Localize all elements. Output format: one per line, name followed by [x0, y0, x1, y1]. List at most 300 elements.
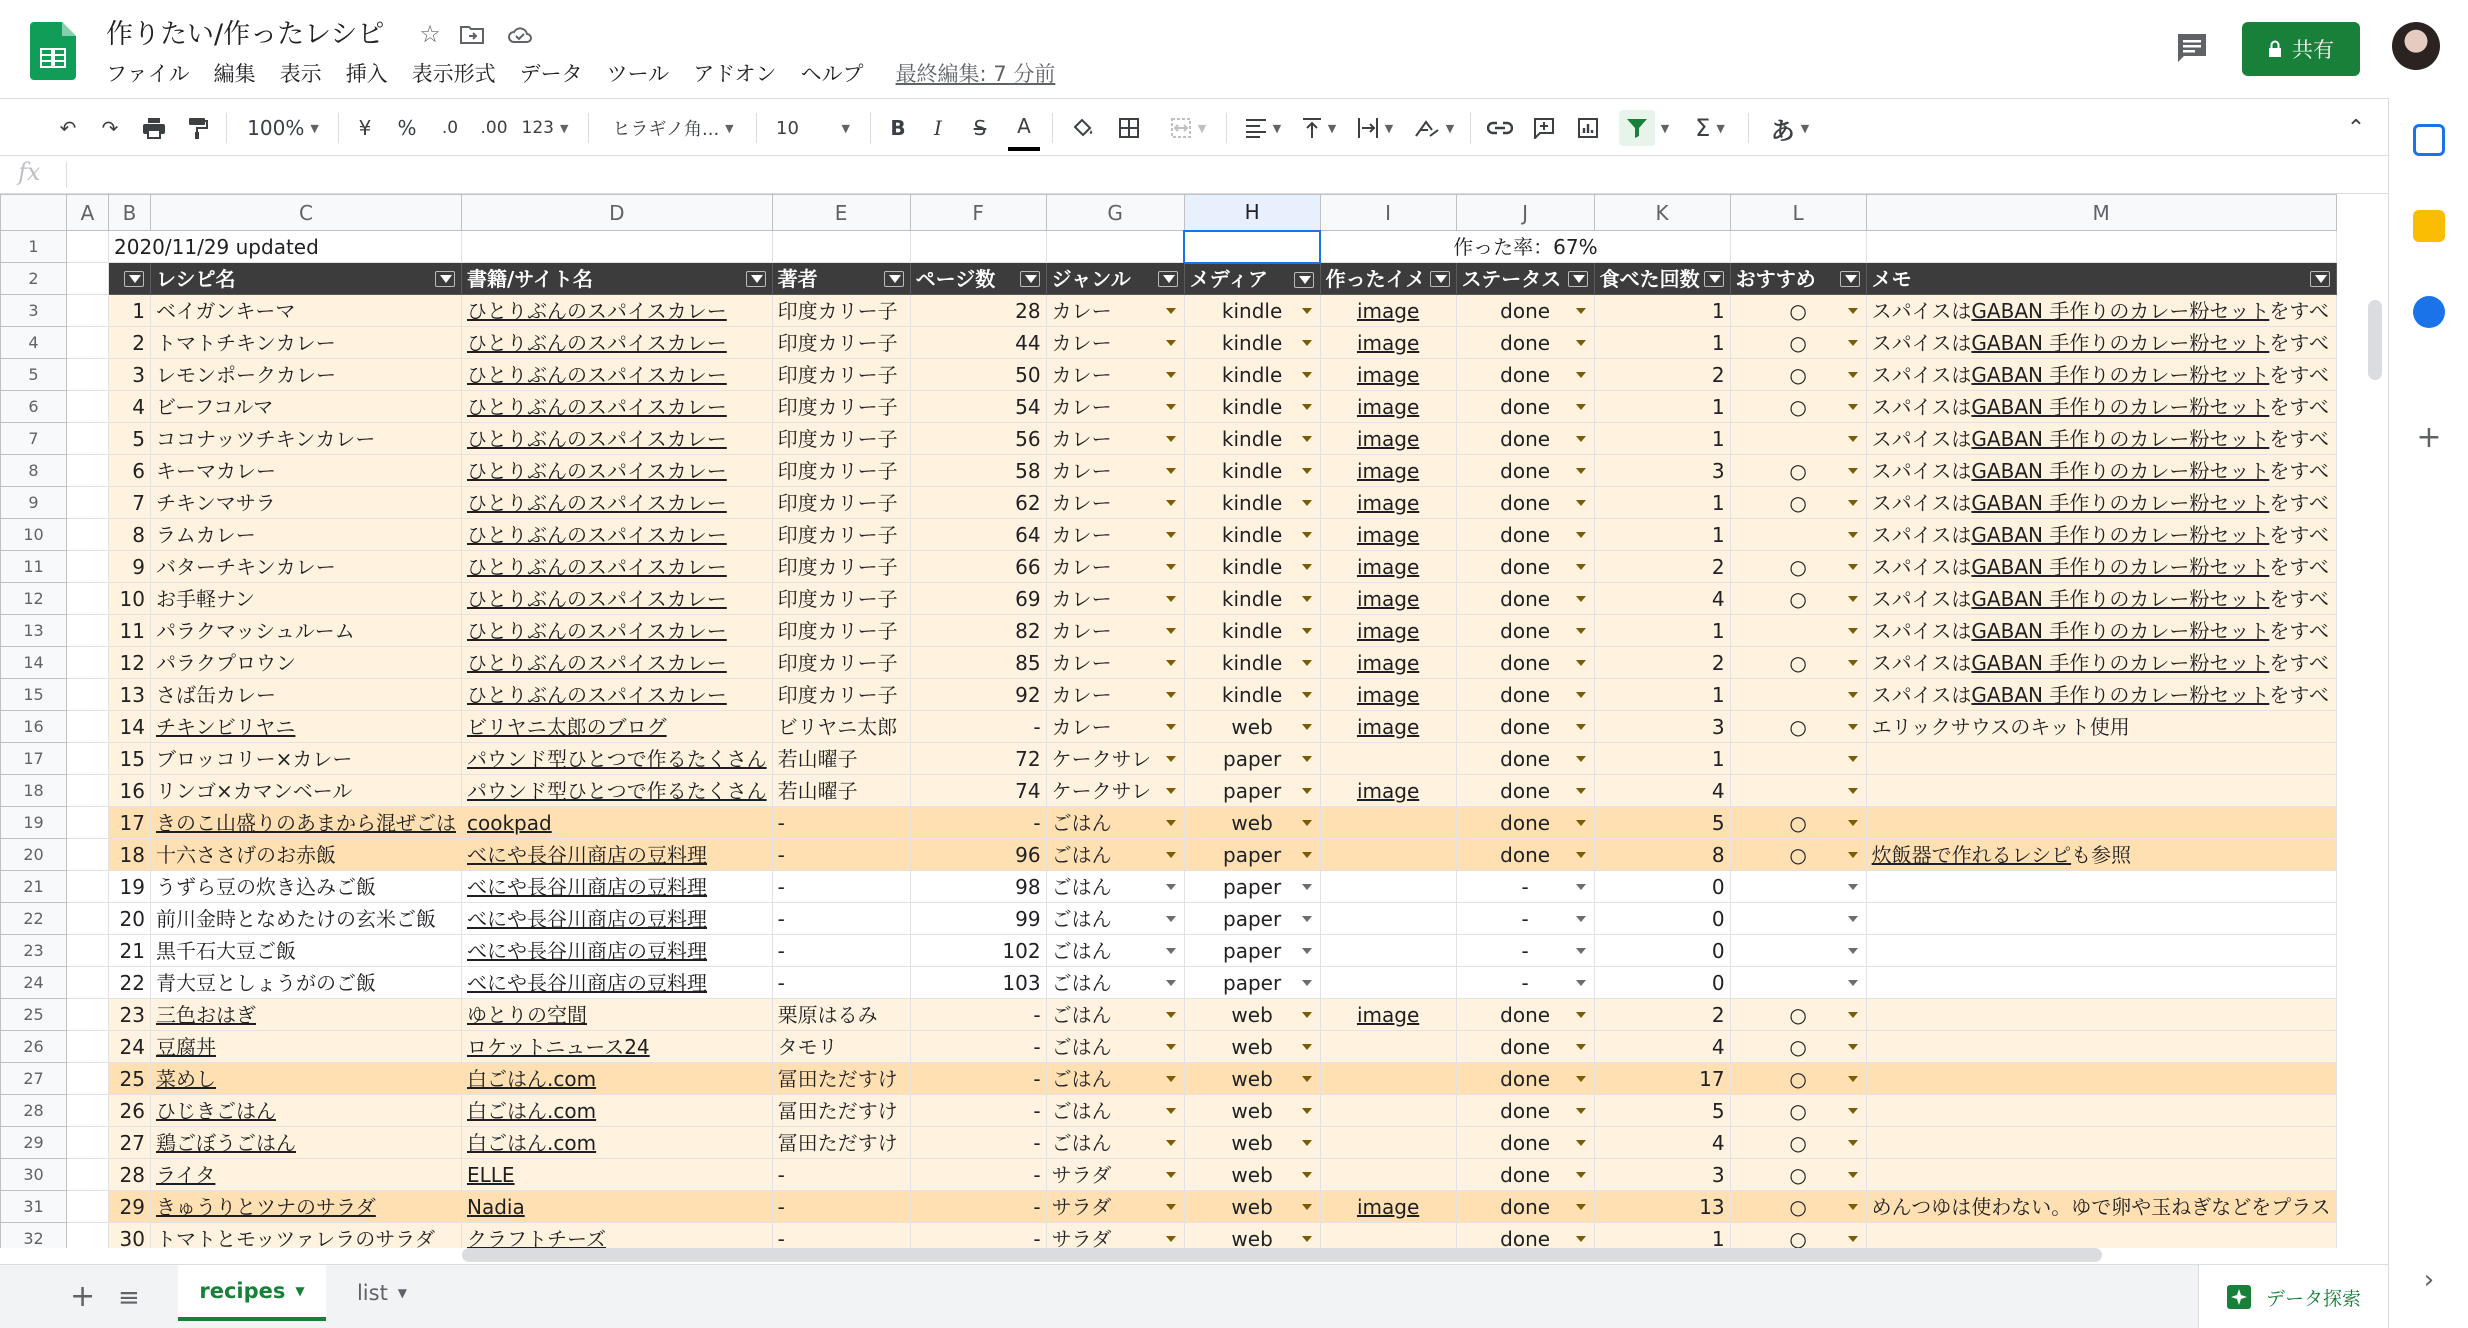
status-dropdown-cell[interactable]: done [1456, 1063, 1594, 1095]
recommend-dropdown-cell[interactable]: ○ [1730, 1127, 1866, 1159]
row-header[interactable]: 31 [1, 1191, 67, 1223]
media-dropdown-cell[interactable]: kindle [1184, 519, 1320, 551]
media-dropdown-cell[interactable]: web [1184, 1127, 1320, 1159]
memo-link[interactable]: GABAN 手作りのカレー粉セット [1971, 682, 2270, 707]
page-number-cell[interactable]: 72 [910, 743, 1046, 775]
row-header[interactable]: 9 [1, 487, 67, 519]
eaten-count-cell[interactable]: 5 [1594, 807, 1730, 839]
merge-cells-icon[interactable]: ▼ [1158, 99, 1218, 157]
author-cell[interactable]: - [772, 1159, 910, 1191]
status-dropdown-cell[interactable]: done [1456, 1095, 1594, 1127]
genre-dropdown-cell[interactable]: カレー [1046, 359, 1184, 391]
genre-dropdown-cell[interactable]: ごはん [1046, 1063, 1184, 1095]
image-link-cell[interactable] [1320, 935, 1456, 967]
keep-icon[interactable] [2413, 210, 2445, 242]
source-link-cell[interactable]: べにや長谷川商店の豆料理 [462, 839, 773, 871]
recipe-name-cell[interactable]: リンゴ×カマンベール [151, 775, 462, 807]
menu-tools[interactable]: ツール [606, 62, 670, 86]
filter-dropdown-icon[interactable] [1158, 271, 1178, 287]
image-link-cell[interactable]: image [1320, 1191, 1456, 1223]
column-title-cell[interactable] [462, 263, 773, 295]
document-title[interactable]: 作りたい/作ったレシピ [106, 19, 385, 50]
media-dropdown-cell[interactable]: kindle [1184, 423, 1320, 455]
formula-input[interactable] [80, 160, 2360, 190]
page-number-cell[interactable]: - [910, 1095, 1046, 1127]
author-cell[interactable]: 印度カリー子 [772, 679, 910, 711]
source-link-cell[interactable]: べにや長谷川商店の豆料理 [462, 935, 773, 967]
tab-recipes[interactable] [178, 1265, 326, 1321]
image-link-cell[interactable] [1320, 1223, 1456, 1249]
eaten-count-cell[interactable]: 0 [1594, 935, 1730, 967]
media-dropdown-cell[interactable]: paper [1184, 903, 1320, 935]
explore-button[interactable] [2198, 1265, 2388, 1328]
eaten-count-cell[interactable]: 1 [1594, 1223, 1730, 1249]
column-header-f[interactable]: F [910, 195, 1046, 231]
genre-dropdown-cell[interactable]: カレー [1046, 679, 1184, 711]
recipe-number-cell[interactable]: 25 [109, 1063, 151, 1095]
menu-format[interactable]: 表示形式 [411, 62, 496, 86]
status-dropdown-cell[interactable]: done [1456, 999, 1594, 1031]
recipe-name-cell[interactable]: トマトチキンカレー [151, 327, 462, 359]
last-edit-link[interactable]: 最終編集: 7 分前 [895, 62, 1056, 86]
cell[interactable] [67, 807, 109, 839]
filter-dropdown-icon[interactable] [435, 271, 455, 287]
page-number-cell[interactable]: 92 [910, 679, 1046, 711]
recipe-number-cell[interactable]: 15 [109, 743, 151, 775]
image-link-cell[interactable]: image [1320, 423, 1456, 455]
font-family-select[interactable]: ヒラギノ角... ▼ [600, 99, 746, 157]
genre-dropdown-cell[interactable]: カレー [1046, 327, 1184, 359]
source-link-cell[interactable]: パウンド型ひとつで作るたくさん [462, 775, 773, 807]
recipe-number-cell[interactable]: 2 [109, 327, 151, 359]
memo-link[interactable]: GABAN 手作りのカレー粉セット [1971, 490, 2270, 515]
column-header-c[interactable]: C [151, 195, 462, 231]
media-dropdown-cell[interactable]: paper [1184, 935, 1320, 967]
column-title-cell[interactable] [1866, 263, 2336, 295]
cell[interactable] [67, 999, 109, 1031]
source-link-cell[interactable]: ひとりぶんのスパイスカレー [462, 679, 773, 711]
recipe-number-cell[interactable]: 21 [109, 935, 151, 967]
genre-dropdown-cell[interactable]: ごはん [1046, 1127, 1184, 1159]
eaten-count-cell[interactable]: 0 [1594, 967, 1730, 999]
source-link-cell[interactable]: ひとりぶんのスパイスカレー [462, 519, 773, 551]
share-button[interactable] [2242, 22, 2360, 76]
cell[interactable] [67, 615, 109, 647]
row-header[interactable]: 22 [1, 903, 67, 935]
memo-cell[interactable] [1866, 807, 2336, 839]
eaten-count-cell[interactable]: 17 [1594, 1063, 1730, 1095]
page-number-cell[interactable]: - [910, 807, 1046, 839]
recipe-name-cell[interactable]: 菜めし [151, 1063, 462, 1095]
cell[interactable] [67, 1223, 109, 1249]
image-link-cell[interactable]: image [1320, 551, 1456, 583]
media-dropdown-cell[interactable]: paper [1184, 871, 1320, 903]
image-link-cell[interactable]: image [1320, 711, 1456, 743]
eaten-count-cell[interactable]: 2 [1594, 551, 1730, 583]
column-header-g[interactable]: G [1046, 195, 1184, 231]
cell[interactable] [67, 487, 109, 519]
image-link-cell[interactable] [1320, 807, 1456, 839]
row-header[interactable]: 4 [1, 327, 67, 359]
row-header[interactable]: 12 [1, 583, 67, 615]
page-number-cell[interactable]: - [910, 1223, 1046, 1249]
source-link-cell[interactable]: ゆとりの空間 [462, 999, 773, 1031]
recipe-name-cell[interactable]: うずら豆の炊き込みご飯 [151, 871, 462, 903]
page-number-cell[interactable]: 28 [910, 295, 1046, 327]
genre-dropdown-cell[interactable]: サラダ [1046, 1191, 1184, 1223]
increase-decimal-button[interactable]: .00 [480, 118, 508, 138]
author-cell[interactable]: 印度カリー子 [772, 391, 910, 423]
selected-cell[interactable] [1184, 231, 1320, 263]
recommend-dropdown-cell[interactable]: ○ [1730, 583, 1866, 615]
author-cell[interactable]: 印度カリー子 [772, 647, 910, 679]
column-title-cell[interactable] [1046, 263, 1184, 295]
recommend-dropdown-cell[interactable]: ○ [1730, 359, 1866, 391]
memo-cell[interactable] [1866, 551, 2336, 583]
page-number-cell[interactable]: - [910, 999, 1046, 1031]
recipe-name-cell[interactable]: ブロッコリー×カレー [151, 743, 462, 775]
image-link-cell[interactable] [1320, 903, 1456, 935]
recommend-dropdown-cell[interactable]: ○ [1730, 647, 1866, 679]
cell[interactable] [67, 967, 109, 999]
column-title-cell[interactable] [1730, 263, 1866, 295]
author-cell[interactable]: 印度カリー子 [772, 295, 910, 327]
eaten-count-cell[interactable]: 1 [1594, 615, 1730, 647]
media-dropdown-cell[interactable]: paper [1184, 743, 1320, 775]
recipe-name-cell[interactable]: チキンマサラ [151, 487, 462, 519]
status-dropdown-cell[interactable]: - [1456, 871, 1594, 903]
row-header[interactable]: 30 [1, 1159, 67, 1191]
author-cell[interactable]: - [772, 807, 910, 839]
media-dropdown-cell[interactable]: kindle [1184, 615, 1320, 647]
recipe-name-cell[interactable]: レモンポークカレー [151, 359, 462, 391]
image-link-cell[interactable]: image [1320, 615, 1456, 647]
status-dropdown-cell[interactable]: done [1456, 359, 1594, 391]
recipe-number-cell[interactable]: 27 [109, 1127, 151, 1159]
cell[interactable] [67, 775, 109, 807]
column-title-cell[interactable] [1594, 263, 1730, 295]
genre-dropdown-cell[interactable]: ごはん [1046, 1031, 1184, 1063]
recommend-dropdown-cell[interactable]: ○ [1730, 999, 1866, 1031]
status-dropdown-cell[interactable]: - [1456, 967, 1594, 999]
memo-cell[interactable] [1866, 775, 2336, 807]
image-link-cell[interactable] [1320, 871, 1456, 903]
genre-dropdown-cell[interactable]: ケークサレ [1046, 775, 1184, 807]
media-dropdown-cell[interactable]: kindle [1184, 391, 1320, 423]
eaten-count-cell[interactable]: 5 [1594, 1095, 1730, 1127]
filter-dropdown-icon[interactable] [1704, 271, 1724, 287]
recommend-dropdown-cell[interactable] [1730, 903, 1866, 935]
media-dropdown-cell[interactable]: kindle [1184, 647, 1320, 679]
author-cell[interactable]: 冨田ただすけ [772, 1127, 910, 1159]
recipe-name-cell[interactable]: バターチキンカレー [151, 551, 462, 583]
media-dropdown-cell[interactable]: kindle [1184, 455, 1320, 487]
column-header-e[interactable]: E [772, 195, 910, 231]
column-header-j[interactable]: J [1456, 195, 1594, 231]
eaten-count-cell[interactable]: 2 [1594, 647, 1730, 679]
tasks-icon[interactable] [2413, 296, 2445, 328]
media-dropdown-cell[interactable]: web [1184, 1191, 1320, 1223]
media-dropdown-cell[interactable]: web [1184, 807, 1320, 839]
status-dropdown-cell[interactable]: done [1456, 327, 1594, 359]
cell[interactable] [67, 391, 109, 423]
recipe-name-cell[interactable]: ラムカレー [151, 519, 462, 551]
author-cell[interactable]: - [772, 935, 910, 967]
cell[interactable] [1866, 231, 2336, 263]
all-sheets-icon[interactable]: ≡ [118, 1283, 140, 1313]
source-link-cell[interactable]: 白ごはん.com [462, 1063, 773, 1095]
memo-cell[interactable] [1866, 455, 2336, 487]
source-link-cell[interactable]: ELLE [462, 1159, 773, 1191]
image-link-cell[interactable]: image [1320, 455, 1456, 487]
status-dropdown-cell[interactable]: done [1456, 1127, 1594, 1159]
column-header-l[interactable]: L [1730, 195, 1866, 231]
paint-format-icon[interactable] [180, 99, 216, 157]
recommend-dropdown-cell[interactable] [1730, 615, 1866, 647]
genre-dropdown-cell[interactable]: サラダ [1046, 1223, 1184, 1249]
cell[interactable] [67, 679, 109, 711]
status-dropdown-cell[interactable]: done [1456, 1223, 1594, 1249]
recipe-number-cell[interactable]: 7 [109, 487, 151, 519]
text-rotation-icon[interactable]: ▼ [1406, 99, 1462, 157]
image-link-cell[interactable] [1320, 1095, 1456, 1127]
vertical-align-icon[interactable]: ▼ [1294, 99, 1344, 157]
page-number-cell[interactable]: 66 [910, 551, 1046, 583]
page-number-cell[interactable]: 96 [910, 839, 1046, 871]
memo-cell[interactable] [1866, 743, 2336, 775]
author-cell[interactable]: 印度カリー子 [772, 423, 910, 455]
page-number-cell[interactable]: 82 [910, 615, 1046, 647]
eaten-count-cell[interactable]: 4 [1594, 1127, 1730, 1159]
recommend-dropdown-cell[interactable]: ○ [1730, 1159, 1866, 1191]
column-header-m[interactable]: M [1866, 195, 2336, 231]
print-icon[interactable] [136, 99, 172, 157]
recommend-dropdown-cell[interactable] [1730, 519, 1866, 551]
memo-cell[interactable] [1866, 1063, 2336, 1095]
genre-dropdown-cell[interactable]: カレー [1046, 487, 1184, 519]
recipe-number-cell[interactable]: 6 [109, 455, 151, 487]
status-dropdown-cell[interactable]: done [1456, 455, 1594, 487]
author-cell[interactable]: - [772, 839, 910, 871]
media-dropdown-cell[interactable]: kindle [1184, 551, 1320, 583]
source-link-cell[interactable]: ひとりぶんのスパイスカレー [462, 551, 773, 583]
row-header[interactable]: 28 [1, 1095, 67, 1127]
genre-dropdown-cell[interactable]: カレー [1046, 711, 1184, 743]
memo-cell[interactable] [1866, 1159, 2336, 1191]
recommend-dropdown-cell[interactable] [1730, 935, 1866, 967]
text-color-button[interactable]: A [1008, 105, 1040, 151]
recommend-dropdown-cell[interactable]: ○ [1730, 295, 1866, 327]
tab-list[interactable] [342, 1265, 422, 1321]
memo-cell[interactable] [1866, 615, 2336, 647]
filter-dropdown-icon[interactable] [1840, 271, 1860, 287]
recipe-number-cell[interactable]: 20 [109, 903, 151, 935]
source-link-cell[interactable]: ひとりぶんのスパイスカレー [462, 647, 773, 679]
media-dropdown-cell[interactable]: web [1184, 1159, 1320, 1191]
font-size-select[interactable]: 10 ▼ [776, 117, 850, 139]
column-header-i[interactable]: I [1320, 195, 1456, 231]
cell[interactable] [67, 1127, 109, 1159]
memo-cell[interactable] [1866, 1223, 2336, 1249]
source-link-cell[interactable]: ひとりぶんのスパイスカレー [462, 391, 773, 423]
eaten-count-cell[interactable]: 1 [1594, 327, 1730, 359]
recipe-name-cell[interactable]: きゅうりとツナのサラダ [151, 1191, 462, 1223]
recipe-number-cell[interactable]: 14 [109, 711, 151, 743]
author-cell[interactable]: 印度カリー子 [772, 327, 910, 359]
row-header[interactable]: 8 [1, 455, 67, 487]
author-cell[interactable]: - [772, 1223, 910, 1249]
page-number-cell[interactable]: - [910, 1031, 1046, 1063]
memo-cell[interactable] [1866, 679, 2336, 711]
author-cell[interactable]: - [772, 871, 910, 903]
source-link-cell[interactable]: ひとりぶんのスパイスカレー [462, 295, 773, 327]
recipe-name-cell[interactable]: ひじきごはん [151, 1095, 462, 1127]
page-number-cell[interactable]: - [910, 1191, 1046, 1223]
status-dropdown-cell[interactable]: done [1456, 519, 1594, 551]
status-dropdown-cell[interactable]: done [1456, 711, 1594, 743]
row-header[interactable]: 18 [1, 775, 67, 807]
cell[interactable] [67, 327, 109, 359]
eaten-count-cell[interactable]: 4 [1594, 583, 1730, 615]
page-number-cell[interactable]: - [910, 1063, 1046, 1095]
filter-dropdown-icon[interactable] [1020, 271, 1040, 287]
recipe-name-cell[interactable]: パラクプロウン [151, 647, 462, 679]
row-header[interactable]: 20 [1, 839, 67, 871]
recipe-number-cell[interactable]: 26 [109, 1095, 151, 1127]
cell[interactable] [67, 903, 109, 935]
image-link-cell[interactable]: image [1320, 487, 1456, 519]
status-dropdown-cell[interactable]: done [1456, 647, 1594, 679]
add-sheet-icon[interactable]: + [70, 1279, 96, 1314]
author-cell[interactable]: 印度カリー子 [772, 359, 910, 391]
row-header[interactable]: 32 [1, 1223, 67, 1249]
status-dropdown-cell[interactable]: done [1456, 679, 1594, 711]
author-cell[interactable]: タモリ [772, 1031, 910, 1063]
page-number-cell[interactable]: 64 [910, 519, 1046, 551]
recipe-number-cell[interactable]: 24 [109, 1031, 151, 1063]
column-header-h[interactable]: H [1184, 195, 1320, 231]
cell[interactable] [67, 711, 109, 743]
vertical-scrollbar[interactable] [2368, 300, 2382, 380]
memo-cell[interactable] [1866, 871, 2336, 903]
status-dropdown-cell[interactable]: done [1456, 1191, 1594, 1223]
move-folder-icon[interactable] [456, 18, 488, 50]
genre-dropdown-cell[interactable]: カレー [1046, 295, 1184, 327]
row-header[interactable]: 16 [1, 711, 67, 743]
status-dropdown-cell[interactable]: done [1456, 1159, 1594, 1191]
memo-link[interactable]: GABAN 手作りのカレー粉セット [1971, 522, 2270, 547]
source-link-cell[interactable]: べにや長谷川商店の豆料理 [462, 967, 773, 999]
memo-cell[interactable] [1866, 711, 2336, 743]
recipe-name-cell[interactable]: トマトとモッツァレラのサラダ [151, 1223, 462, 1249]
collapse-menu-icon[interactable]: ⌃ [2346, 115, 2366, 141]
genre-dropdown-cell[interactable]: カレー [1046, 615, 1184, 647]
filter-dropdown-icon[interactable] [746, 271, 766, 287]
genre-dropdown-cell[interactable]: ごはん [1046, 839, 1184, 871]
comment-history-icon[interactable] [2172, 28, 2212, 68]
column-header-b[interactable]: B [109, 195, 151, 231]
page-number-cell[interactable]: 54 [910, 391, 1046, 423]
recipe-name-cell[interactable]: ココナッツチキンカレー [151, 423, 462, 455]
status-dropdown-cell[interactable]: done [1456, 807, 1594, 839]
memo-link[interactable]: GABAN 手作りのカレー粉セット [1971, 618, 2270, 643]
cell[interactable] [67, 1095, 109, 1127]
row-header[interactable]: 24 [1, 967, 67, 999]
add-addon-icon[interactable]: + [2416, 420, 2442, 455]
row-header[interactable]: 3 [1, 295, 67, 327]
filter-dropdown-icon[interactable] [2310, 271, 2330, 287]
menu-file[interactable]: ファイル [106, 62, 190, 86]
page-number-cell[interactable]: 99 [910, 903, 1046, 935]
insert-chart-icon[interactable] [1570, 99, 1606, 157]
author-cell[interactable]: 印度カリー子 [772, 519, 910, 551]
recommend-dropdown-cell[interactable]: ○ [1730, 711, 1866, 743]
recommend-dropdown-cell[interactable]: ○ [1730, 487, 1866, 519]
image-link-cell[interactable]: image [1320, 391, 1456, 423]
eaten-count-cell[interactable]: 8 [1594, 839, 1730, 871]
row-header[interactable]: 23 [1, 935, 67, 967]
expand-panel-icon[interactable]: › [2423, 1265, 2435, 1295]
memo-cell[interactable] [1866, 1191, 2336, 1223]
recipe-name-cell[interactable]: チキンビリヤニ [151, 711, 462, 743]
media-dropdown-cell[interactable]: kindle [1184, 295, 1320, 327]
recipe-name-cell[interactable]: ビーフコルマ [151, 391, 462, 423]
author-cell[interactable]: 若山曜子 [772, 775, 910, 807]
column-title-cell[interactable] [910, 263, 1046, 295]
page-number-cell[interactable]: 74 [910, 775, 1046, 807]
genre-dropdown-cell[interactable]: カレー [1046, 647, 1184, 679]
row-header[interactable]: 5 [1, 359, 67, 391]
author-cell[interactable]: 栗原はるみ [772, 999, 910, 1031]
filter-dropdown-icon[interactable] [884, 271, 904, 287]
row-header[interactable]: 1 [1, 231, 67, 263]
insert-link-icon[interactable] [1482, 99, 1518, 157]
recipe-number-cell[interactable]: 1 [109, 295, 151, 327]
filter-dropdown-icon[interactable] [124, 271, 144, 287]
row-header[interactable]: 7 [1, 423, 67, 455]
percent-format-button[interactable]: % [397, 116, 417, 140]
column-title-cell[interactable] [1456, 263, 1594, 295]
source-link-cell[interactable]: ひとりぶんのスパイスカレー [462, 583, 773, 615]
status-dropdown-cell[interactable]: done [1456, 391, 1594, 423]
cell[interactable] [67, 583, 109, 615]
row-header[interactable]: 14 [1, 647, 67, 679]
source-link-cell[interactable]: クラフトチーズ [462, 1223, 773, 1249]
row-header[interactable]: 29 [1, 1127, 67, 1159]
italic-button[interactable]: I [934, 116, 942, 140]
eaten-count-cell[interactable]: 2 [1594, 359, 1730, 391]
image-link-cell[interactable]: image [1320, 295, 1456, 327]
memo-link[interactable]: GABAN 手作りのカレー粉セット [1971, 330, 2270, 355]
genre-dropdown-cell[interactable]: ごはん [1046, 999, 1184, 1031]
media-dropdown-cell[interactable]: web [1184, 1095, 1320, 1127]
page-number-cell[interactable]: 56 [910, 423, 1046, 455]
fill-color-icon[interactable] [1066, 99, 1100, 157]
image-link-cell[interactable] [1320, 967, 1456, 999]
memo-cell[interactable] [1866, 935, 2336, 967]
filter-dropdown-icon[interactable] [1568, 271, 1588, 287]
sheet-grid[interactable] [0, 194, 2388, 1248]
cell[interactable] [67, 1191, 109, 1223]
recommend-dropdown-cell[interactable]: ○ [1730, 1223, 1866, 1249]
author-cell[interactable]: 印度カリー子 [772, 487, 910, 519]
cloud-saved-icon[interactable] [504, 18, 536, 50]
recipe-number-cell[interactable]: 4 [109, 391, 151, 423]
cell[interactable] [67, 647, 109, 679]
page-number-cell[interactable]: 58 [910, 455, 1046, 487]
genre-dropdown-cell[interactable]: サラダ [1046, 1159, 1184, 1191]
media-dropdown-cell[interactable]: paper [1184, 839, 1320, 871]
